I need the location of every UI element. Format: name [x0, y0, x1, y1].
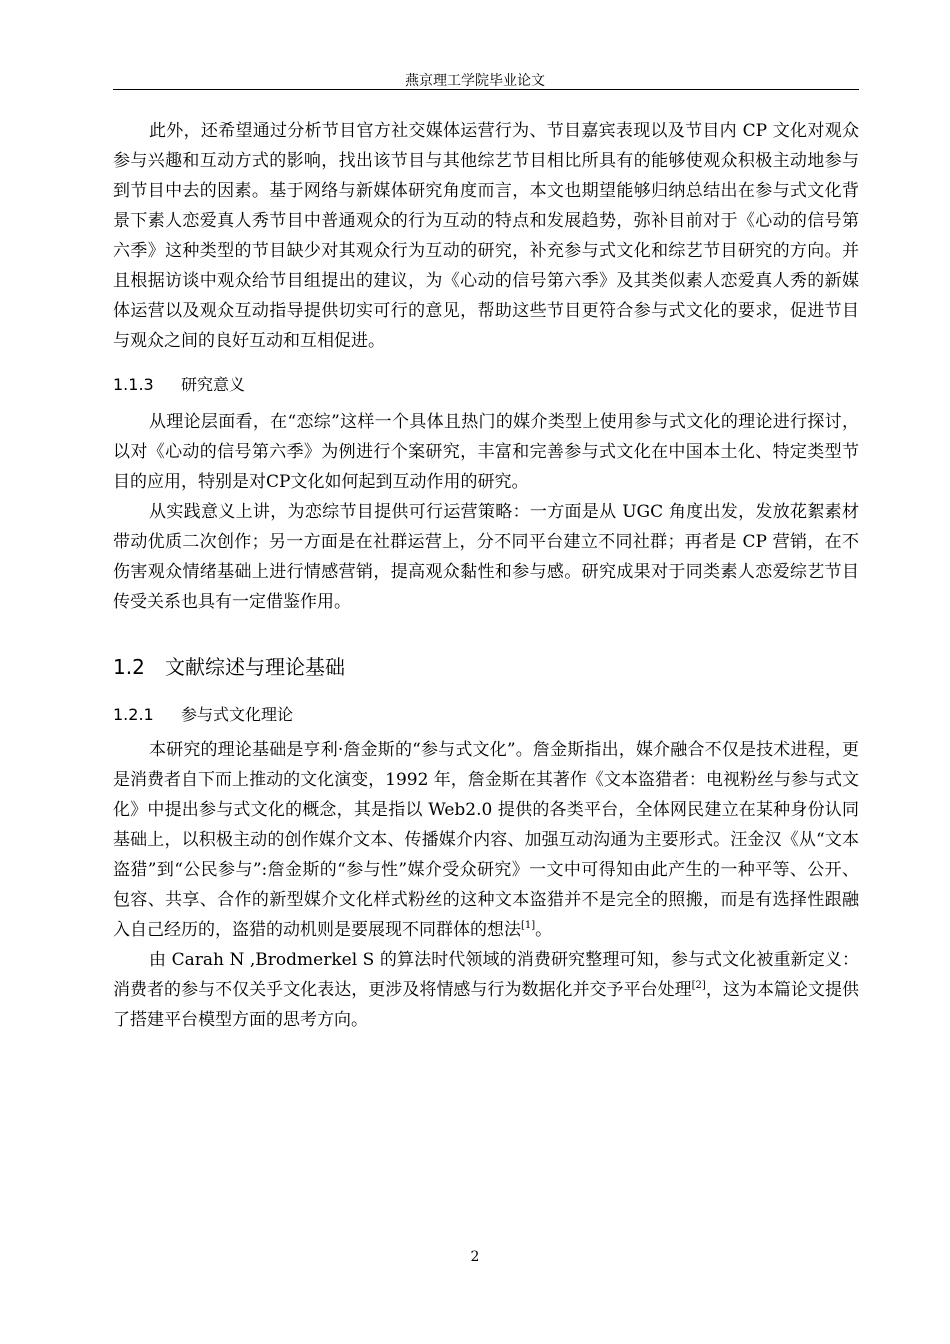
heading-1-2-1	[113, 702, 859, 725]
section-number: 1.2.1	[113, 705, 154, 724]
paragraph-participatory-culture: 本研究的理论基础是亨利·詹金斯的“参与式文化”。詹金斯指出，媒介融合不仅是技术进程，更是消费者自下而上推动的文化演变，1992 年，詹金斯在其著作《文本盗猎者：电视粉丝与参与式文化》中提出参与式文化的概念，其是指以 Web2.0 提供的各类平台，全体网民建立在某种身份认同基础上，以积极主动的创作媒介文本、传播媒介内容、加强互动沟通为主要形式。汪金汉《从“文本盗猎”到“公民参与”:詹金斯的“参与性”媒介受众研究》一文中可得知由此产生的一种平等、公开、包容、共享、合作的新型媒介文化样式粉丝的这种文本盗猎并不是完全的照搬，而是有选择性跟融入自己经历的，盗猎的动机则是要展现不同群体的想法[1]。	[113, 740, 859, 940]
paragraph-theoretical-significance: 从理论层面看，在“恋综”这样一个具体且热门的媒介类型上使用参与式文化的理论进行探讨，以对《心动的信号第六季》为例进行个案研究，丰富和完善参与式文化在中国本土化、特定类型节目的应用，特别是对CP文化如何起到互动作用的研究。	[113, 412, 859, 492]
header-rule	[113, 89, 859, 90]
heading-1-2	[113, 651, 859, 680]
citation-marker: [2]	[691, 980, 706, 991]
running-header: 燕京理工学院毕业论文	[405, 73, 545, 89]
page-number: 2	[470, 1249, 480, 1265]
section-title: 研究意义	[181, 375, 246, 394]
paragraph-practical-significance: 从实践意义上讲，为恋综节目提供可行运营策略：一方面是从 UGC 角度出发，发放花絮素材带动优质二次创作；另一方面是在社群运营上，分不同平台建立不同社群；再者是 CP 营销，在不伤害观众情绪基础上进行情感营销，提高观众黏性和参与感。研究成果对于同类素人恋爱综艺节目传受关系也具有一定借鉴作用。	[113, 502, 859, 612]
citation-marker: [1]	[521, 920, 536, 931]
heading-1-1-3	[113, 372, 859, 395]
section-title: 参与式文化理论	[181, 705, 294, 724]
paragraph-research-purpose: 此外，还希望通过分析节目官方社交媒体运营行为、节目嘉宾表现以及节目内 CP 文化对观众参与兴趣和互动方式的影响，找出该节目与其他综艺节目相比所具有的能够使观众积极主动地参与到节目中去的因素。基于网络与新媒体研究角度而言，本文也期望能够归纳总结出在参与式文化背景下素人恋爱真人秀节目中普通观众的行为互动的特点和发展趋势，弥补目前对于《心动的信号第六季》这种类型的节目缺少对其观众行为互动的研究，补充参与式文化和综艺节目研究的方向。并且根据访谈中观众给节目组提出的建议，为《心动的信号第六季》及其类似素人恋爱真人秀的新媒体运营以及观众互动指导提供切实可行的意见，帮助这些节目更符合参与式文化的要求，促进节目与观众之间的良好互动和互相促进。	[113, 121, 859, 351]
section-number: 1.1.3	[113, 375, 154, 394]
paragraph-algorithm-era: 由 Carah N ,Brodmerkel S 的算法时代领域的消费研究整理可知，参与式文化被重新定义：消费者的参与不仅关乎文化表达，更涉及将情感与行为数据化并交予平台处理[2]，这为本篇论文提供了搭建平台模型方面的思考方向。	[113, 950, 860, 1030]
page-body	[113, 116, 859, 1035]
section-number: 1.2	[113, 655, 145, 679]
section-title: 文献综述与理论基础	[165, 655, 345, 679]
